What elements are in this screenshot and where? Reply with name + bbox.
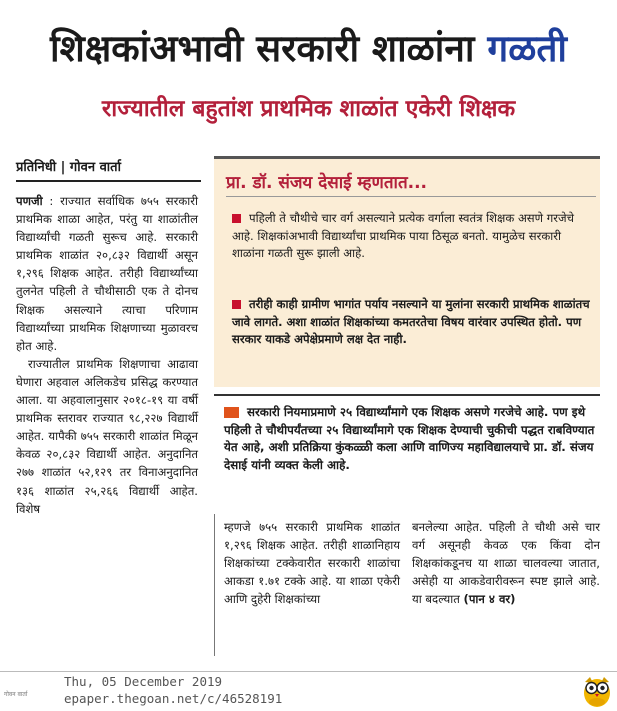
article-column-2-text: म्हणजे ७५५ सरकारी प्राथमिक शाळांत १,२९६ शिक्षक आहेत. तरीही शाळानिहाय शिक्षकांच्या टक्केवारीत सरकारी शाळांचा आकडा १.७१ टक्के आहे. या शाळा एकेरी आणि दुहेरी शिक्षकांच्या xyxy=(224,520,400,607)
subheadline: राज्यातील बहुतांश प्राथमिक शाळांत एकेरी शिक्षक xyxy=(101,96,516,122)
owl-icon xyxy=(581,674,613,708)
bullet-square-icon xyxy=(232,300,241,309)
article-column-2 xyxy=(224,518,400,608)
column-divider xyxy=(214,514,215,656)
quote-box-point-1 xyxy=(232,210,594,263)
footer-date: Thu, 05 December 2019 xyxy=(64,674,223,689)
headline xyxy=(0,26,617,72)
headline-main: शिक्षकांअभावी सरकारी शाळांना xyxy=(50,27,475,70)
footer-rule xyxy=(0,671,617,672)
article-paragraph-1: : राज्यात सर्वाधिक ७५५ सरकारी प्राथमिक शाळा आहेत, परंतु या शाळांतील विद्यार्थ्यांची गळती सुरूच आहे. सरकारी प्राथमिक शाळांत २०,८३२ विद्यार्थी असून १,२९६ शिक्षक आहेत. तरीही विद्यार्थ्यांच्या तुलनेत पहिली ते चौथीसाठी एक ते दोनच शिक्षक असल्याने त्याचा परिणाम विद्यार्थ्यांच्या प्राथमिक शिक्षणाच्या मुळावरच होत आहे. xyxy=(16,194,198,353)
footer-url[interactable]: epaper.thegoan.net/c/46528191 xyxy=(64,690,283,706)
dateline-place: पणजी xyxy=(16,194,43,208)
byline-rule xyxy=(16,180,201,182)
continued-marker: (पान ४ वर) xyxy=(463,592,516,607)
bullet-square-icon xyxy=(224,407,239,418)
headline-accent: गळती xyxy=(487,27,567,70)
article-paragraph-2: राज्यातील प्राथमिक शिक्षणाचा आढावा घेणारा अहवाल अलिकडेच प्रसिद्ध करण्यात आला. या अहवालानुसार २०१८-१९ या वर्षी प्राथमिक स्तरावर राज्यात ९८,२२७ विद्यार्थी आहेत. यापैकी ७५५ सरकारी शाळांत मिळून केवळ २०,८३२ विद्यार्थी आहेत. अनुदानित २७७ शाळांत ५२,१२९ तर विनाअनुदानित १३६ शाळांत २५,२६६ विद्यार्थी आहेत. विशेष xyxy=(16,356,198,516)
quote-box-title-rule xyxy=(226,196,596,197)
bullet-square-icon xyxy=(232,214,241,223)
publisher-logo: गोवन वार्ता xyxy=(4,691,28,698)
quote-box-point-2-text: तरीही काही ग्रामीण भागांत पर्याय नसल्याने या मुलांना सरकारी प्राथमिक शाळांतच जावे लागते. अशा शाळांत शिक्षकांच्या कमतरतेचा विषय वारंवार उपस्थित होतो. पण सरकार याकडे अपेक्षेप्रमाणे लक्ष देत नाही. xyxy=(232,297,590,346)
article-column-1 xyxy=(16,192,198,518)
quote-box-title: प्रा. डॉ. संजय देसाई म्हणतात... xyxy=(226,173,428,193)
section-divider xyxy=(214,394,600,396)
pull-quote-text: सरकारी नियमाप्रमाणे २५ विद्यार्थ्यांमागे एक शिक्षक असणे गरजेचे आहे. पण इथे पहिली ते चौथीपर्यंतच्या २५ विद्यार्थ्यांमागे एक शिक्षक देण्याची चुकीची पद्धत राबविण्यात येत आहे, अशी प्रतिक्रिया कुंकळ्ळी कला आणि वाणिज्य महाविद्यालयाचे प्रा. डॉ. संजय देसाई यांनी व्यक्त केली आहे. xyxy=(224,405,595,472)
article-column-3-text: बनलेल्या आहेत. पहिली ते चौथी असे चार वर्ग असूनही केवळ एक किंवा दोन शिक्षकांकडूनच या शाळा चालवल्या जातात, असेही या आकडेवारीवरून स्पष्ट झाले आहे. या बदल्यात xyxy=(412,520,600,607)
quote-box-point-1-text: पहिली ते चौथीचे चार वर्ग असल्याने प्रत्येक वर्गाला स्वतंत्र शिक्षक असणे गरजेचे आहे. शिक्षकांअभावी विद्यार्थ्यांचा प्राथमिक पाया ठिसूळ बनतो. यामुळेच सरकारी शाळांना गळती सुरू झाली आहे. xyxy=(232,211,574,260)
article-column-3 xyxy=(412,518,600,608)
pull-quote xyxy=(224,404,606,474)
quote-box-point-2 xyxy=(232,296,594,349)
byline: प्रतिनिधी | गोवन वार्ता xyxy=(16,160,121,175)
footer xyxy=(64,674,282,707)
